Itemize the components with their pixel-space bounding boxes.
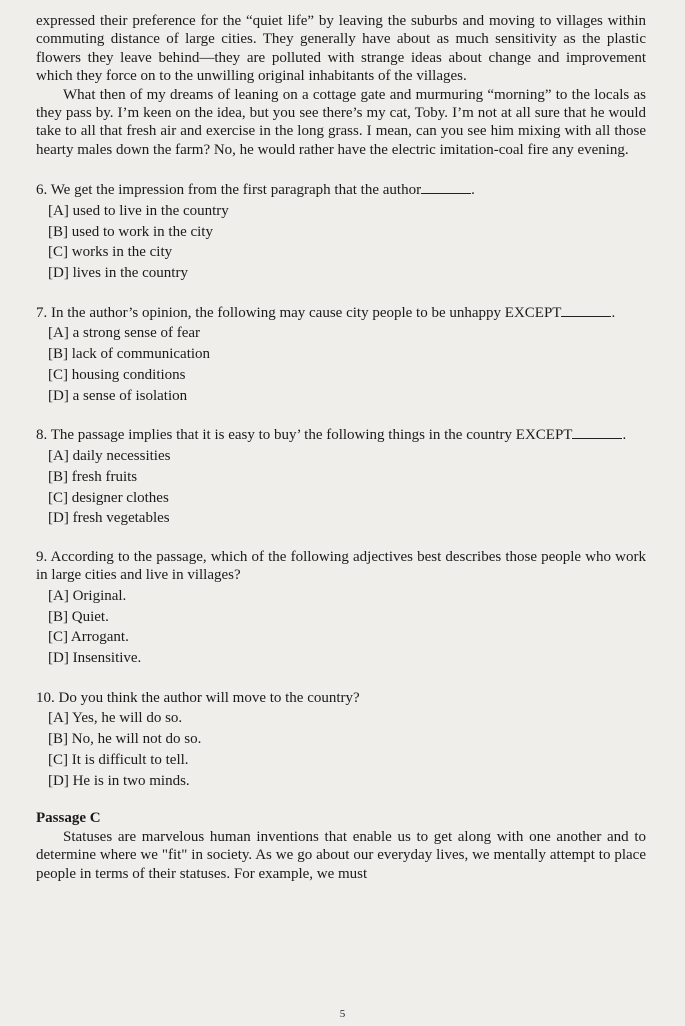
- option-c: [C] It is difficult to tell.: [48, 752, 189, 768]
- option-c: [C] works in the city: [48, 244, 173, 261]
- page-content: [36, 12, 646, 883]
- option-list: [36, 447, 646, 528]
- answer-blank: [572, 426, 622, 439]
- question-9-text: 9. According to the passage, which of the following adjectives best describes those people who work in large cities and live in villages?: [36, 548, 646, 584]
- option-list: [36, 202, 646, 283]
- option-a: [A] used to live in the country: [48, 202, 229, 219]
- option-d: [D] Insensitive.: [48, 650, 142, 667]
- option-a: [A] Original.: [48, 587, 127, 604]
- question-8-text: 8. The passage implies that it is easy to buy’ the following things in the country EXCEPT: [36, 427, 573, 444]
- question-stem: [36, 426, 646, 444]
- option-a: [A] a strong sense of fear: [48, 325, 201, 342]
- option-d: [D] fresh vegetables: [48, 510, 170, 527]
- question-8: [36, 426, 646, 528]
- question-6: [36, 181, 646, 283]
- question-stem: [36, 548, 646, 585]
- question-6-text: 6. We get the impression from the first paragraph that the author: [36, 182, 422, 199]
- question-8-stem-end: .: [622, 427, 627, 444]
- passage-c-text: Statuses are marvelous human inventions that enable us to get along with one another and to determine where we "fit" in society. As we go about our everyday lives, we mentally attempt to place people in terms of their statuses. For example, we must: [36, 828, 646, 882]
- option-a: [A] daily necessities: [48, 447, 171, 464]
- intro-paragraph-1: expressed their preference for the “quiet life” by leaving the suburbs and moving to villages within commuting distance of large cities. They generally have about as much sensitivity as the plastic flowers they leave behind—they are polluted with strange ideas about change and improvement which they force on to the unwilling original inhabitants of the villages.: [36, 13, 646, 85]
- option-list: [36, 324, 646, 405]
- answer-blank: [561, 304, 611, 317]
- option-b: [B] lack of communication: [48, 346, 211, 363]
- option-c: [C] Arrogant.: [48, 629, 129, 646]
- question-7-stem-end: .: [611, 304, 616, 321]
- option-a: [A] Yes, he will do so.: [48, 710, 183, 727]
- answer-blank: [421, 181, 471, 194]
- question-7-text: 7. In the author’s opinion, the following may cause city people to be unhappy EXCEPT: [36, 304, 562, 321]
- option-d: [D] lives in the country: [48, 265, 188, 282]
- option-b: [B] fresh fruits: [48, 468, 138, 485]
- option-b: [B] used to work in the city: [48, 223, 213, 240]
- option-b: [B] No, he will not do so.: [48, 731, 202, 748]
- option-list: [36, 709, 646, 790]
- question-10: [36, 689, 646, 791]
- question-9: [36, 548, 646, 668]
- option-b: [B] Quiet.: [48, 608, 109, 625]
- option-c: [C] designer clothes: [48, 489, 169, 506]
- question-stem: [36, 689, 646, 707]
- question-7: [36, 304, 646, 406]
- intro-paragraph-2: What then of my dreams of leaning on a cottage gate and murmuring “morning” to the locals as they pass by. I’m keen on the idea, but you see there’s my cat, Toby. I’m not at all sure that he would take to all that fresh air and exercise in the long grass. I mean, can you see him mixing with all those hearty males down the farm? No, he would rather have the electric imitation-coal fire any evening.: [36, 86, 646, 158]
- option-d: [D] He is in two minds.: [48, 772, 190, 789]
- question-stem: [36, 181, 646, 199]
- question-stem: [36, 304, 646, 322]
- option-c: [C] housing conditions: [48, 367, 186, 383]
- option-d: [D] a sense of isolation: [48, 387, 188, 404]
- question-6-stem-end: .: [471, 182, 475, 199]
- question-10-text: 10. Do you think the author will move to the country?: [36, 689, 360, 706]
- passage-c-title: Passage C: [36, 810, 101, 827]
- option-list: [36, 587, 646, 668]
- page-number: 5: [339, 1008, 346, 1020]
